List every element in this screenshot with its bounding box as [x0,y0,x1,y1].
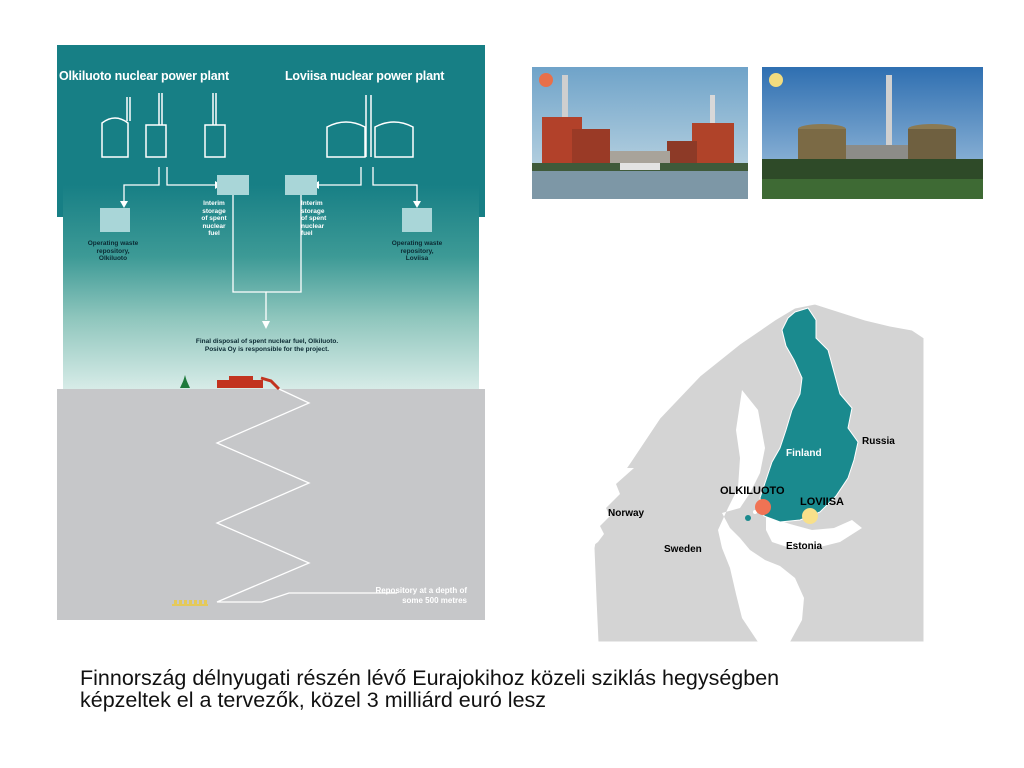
caption-line-1: Finnország délnyugati részén lévő Eurajokihoz közeli sziklás hegységben [80,666,780,690]
olkiluoto-marker-dot [538,72,554,88]
finland-map [590,298,924,642]
map-graphic [590,298,924,642]
repository-depth-label: Repository at a depth of some 500 metres [375,586,467,605]
waste-repository-olkiluoto-label: Operating waste repository, Olkiluoto [87,240,139,262]
olkiluoto-marker [755,499,771,515]
interim-storage-olkiluoto-box [217,175,249,195]
sweden-label: Sweden [664,544,702,555]
caption-line-2: képzeltek el a tervezők, közel 3 milliárd euró lesz [80,688,547,712]
finland-label: Finland [786,448,822,459]
loviisa-plant-title: Loviisa nuclear power plant [285,69,445,83]
waste-repository-loviisa-label: Operating waste repository, Loviisa [391,240,443,262]
loviisa-label: LOVIISA [800,496,845,508]
waste-repository-olkiluoto-box [100,208,130,232]
olkiluoto-photo [532,67,748,199]
diagram-graphic [57,45,485,620]
waste-repository-loviisa-box [402,208,432,232]
interim-storage-loviisa-box [285,175,317,195]
caption-text [80,667,960,711]
russia-label: Russia [862,436,895,447]
nuclear-waste-diagram [57,45,485,620]
loviisa-marker [802,508,818,524]
olkiluoto-plant-title: Olkiluoto nuclear power plant [59,69,229,83]
interim-storage-olkiluoto-label: Interim storage of spent nuclear fuel [201,200,227,237]
loviisa-photo [762,67,983,199]
interim-storage-loviisa-label: Interim storage of spent nuclear fuel [301,200,327,237]
final-disposal-label: Final disposal of spent nuclear fuel, Olkiluoto. Posiva Oy is responsible for the project. [195,338,339,353]
olkiluoto-label: OLKILUOTO [720,485,785,497]
loviisa-marker-dot [768,72,784,88]
norway-label: Norway [608,508,645,519]
estonia-label: Estonia [786,541,823,552]
